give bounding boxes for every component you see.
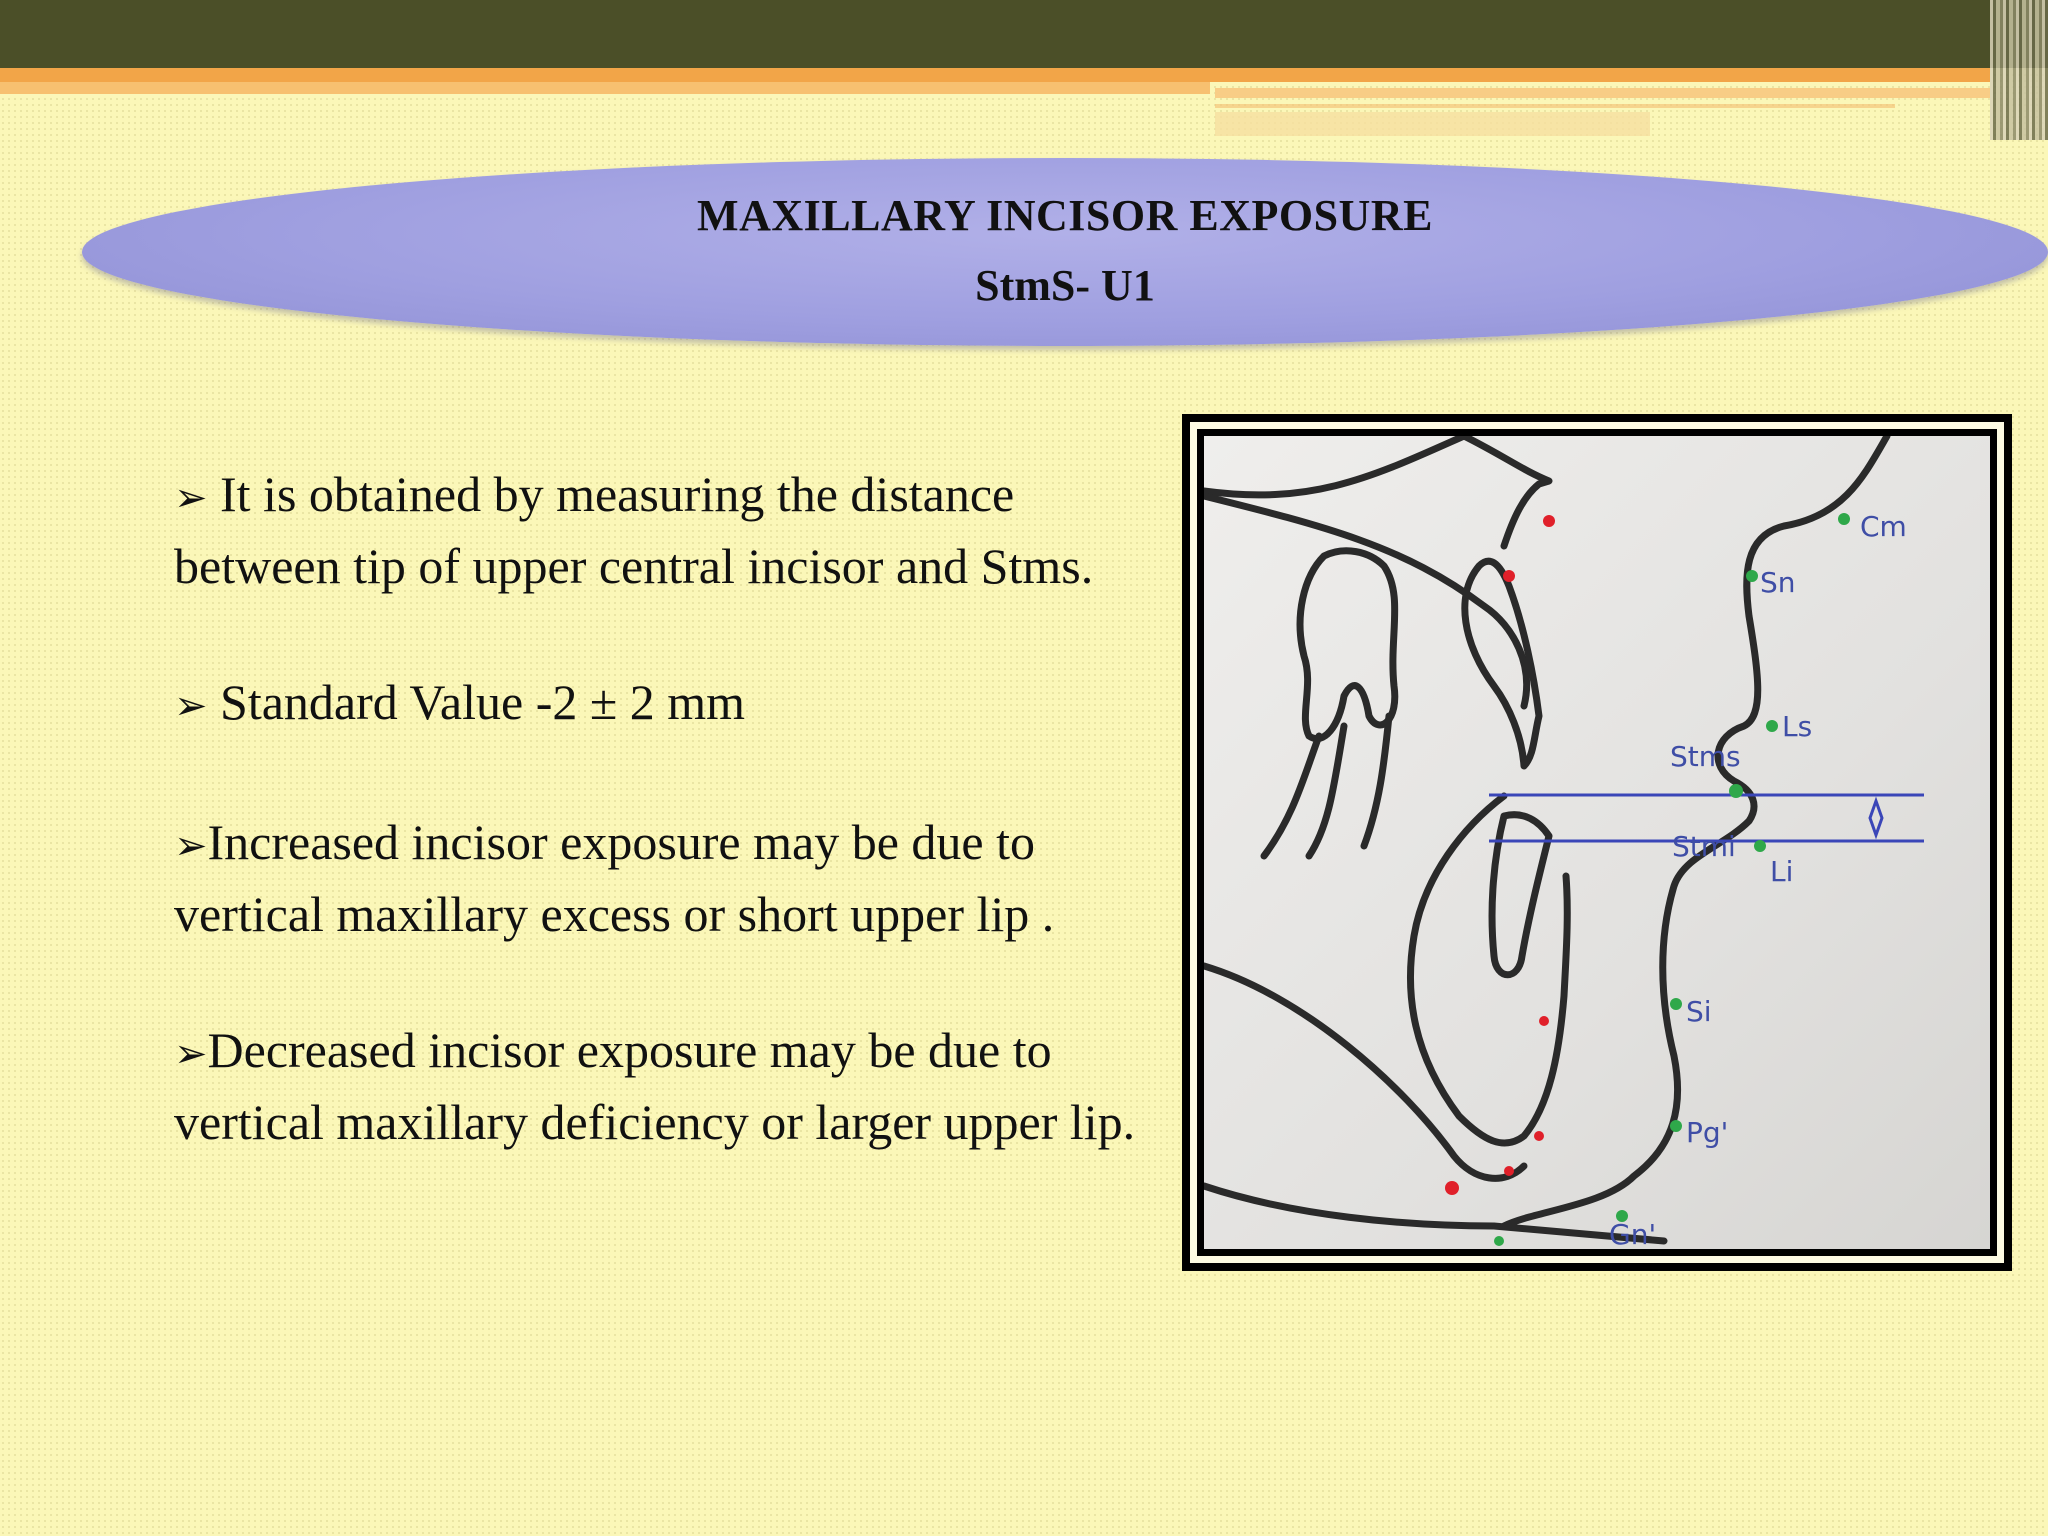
label-cm: Cm (1860, 510, 1907, 543)
label-sn: Sn (1760, 566, 1796, 599)
label-ls: Ls (1782, 710, 1813, 743)
landmark-point (1670, 1120, 1682, 1132)
tracing-photo (1197, 429, 1997, 1256)
label-stmi: Stmi (1672, 830, 1736, 863)
landmark-point (1543, 515, 1555, 527)
maxilla-outline (1204, 436, 1549, 546)
submental-line (1204, 1186, 1664, 1241)
landmark-point (1746, 570, 1758, 582)
title-banner (82, 158, 2048, 346)
landmark-point (1754, 840, 1766, 852)
bullet-text: It is obtained by measuring the distance between tip of upper central incisor and Stms. (174, 466, 1094, 594)
arrow-bullet-icon: ➢ (174, 823, 208, 869)
header-bar (0, 0, 2048, 68)
slide-title: MAXILLARY INCISOR EXPOSURE (697, 191, 1433, 240)
slide-subtitle: StmS- U1 (975, 261, 1155, 310)
arrow-bullet-icon: ➢ (174, 1031, 208, 1077)
measurement-caliper-icon (1870, 801, 1882, 835)
palate-line (1204, 496, 1527, 706)
label-li: Li (1770, 855, 1794, 888)
tracing-svg (1204, 436, 1990, 1249)
landmark-point (1445, 1181, 1459, 1195)
arrow-bullet-icon: ➢ (174, 475, 208, 521)
label-si: Si (1686, 995, 1712, 1028)
molar-root (1264, 736, 1319, 856)
landmark-point (1534, 1131, 1544, 1141)
arrow-bullet-icon: ➢ (174, 683, 208, 729)
mandible-border (1204, 966, 1524, 1178)
bullet-text: Decreased incisor exposure may be due to vertical maxillary deficiency or larger upper lip. (174, 1022, 1136, 1150)
label-gn: Gn' (1609, 1218, 1657, 1249)
bullet-list (174, 460, 1164, 1224)
bullet-text: Increased incisor exposure may be due to vertical maxillary excess or short upper lip . (174, 814, 1055, 942)
bullet-item (174, 668, 1164, 740)
bullet-item (174, 808, 1164, 948)
lower-incisor (1492, 815, 1549, 975)
accent-stripe (1215, 112, 1650, 136)
landmark-point (1766, 720, 1778, 732)
upper-incisor (1465, 561, 1539, 766)
landmark-point (1670, 998, 1682, 1010)
cephalometric-figure (1182, 414, 2012, 1271)
bullet-item (174, 460, 1164, 600)
landmark-point (1539, 1016, 1549, 1026)
accent-stripe (1215, 88, 1990, 98)
decorative-stripes (1990, 0, 2048, 140)
accent-stripe (0, 82, 1210, 94)
landmark-point (1494, 1236, 1504, 1246)
landmark-point (1503, 570, 1515, 582)
molar-root (1364, 716, 1389, 846)
landmark-point (1838, 513, 1850, 525)
accent-stripe (0, 68, 1990, 82)
label-stms: Stms (1670, 740, 1741, 773)
landmark-point (1504, 1166, 1514, 1176)
bullet-item (174, 1016, 1164, 1156)
accent-stripe (1215, 104, 1895, 108)
bullet-text: Standard Value -2 ± 2 mm (207, 674, 746, 730)
landmark-point (1729, 784, 1743, 798)
upper-molar (1300, 551, 1395, 739)
label-pg: Pg' (1686, 1116, 1729, 1149)
